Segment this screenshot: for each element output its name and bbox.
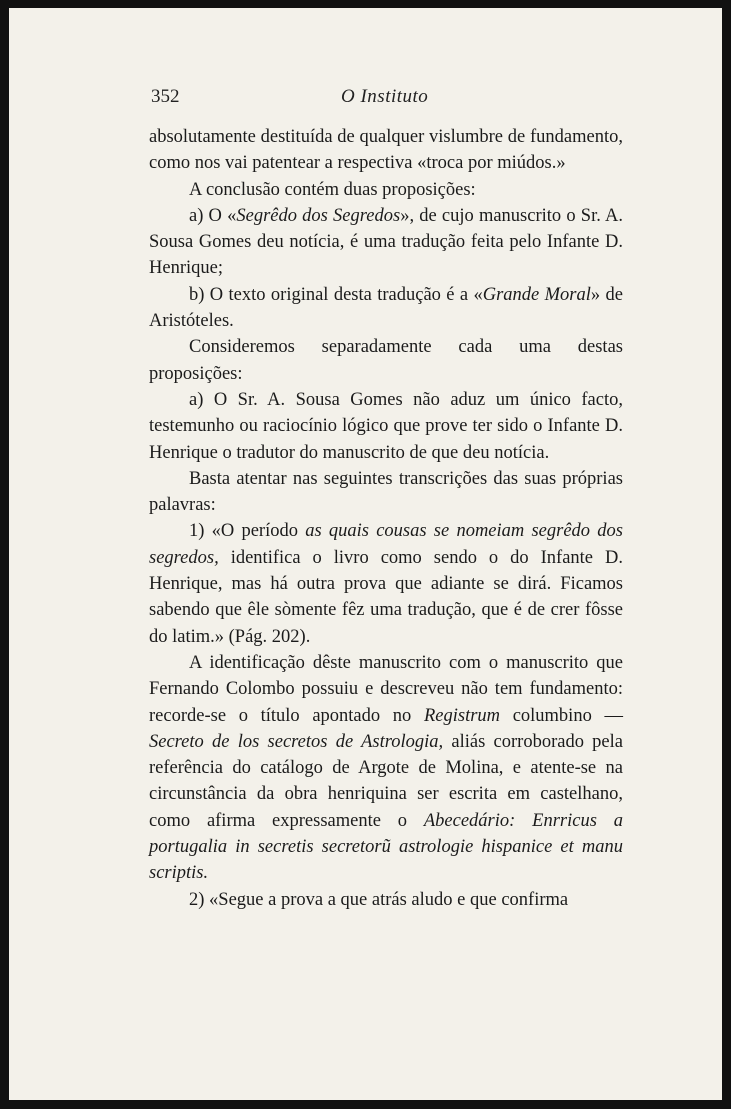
text-run: aliás corroborado pela referência do catálogo de Argote de Molina, e atente-se na circunstância da obra henriquina ser escrita em castelhano, como afirma expressamente o: [149, 731, 623, 831]
text-run: a) O «: [189, 205, 237, 226]
text-run: columbino —: [500, 705, 623, 726]
italic-run: Segrêdo dos Segredos: [236, 205, 401, 226]
italic-run: Grande Moral: [482, 284, 591, 305]
text-run: Basta atentar nas seguintes transcrições das suas próprias palavras:: [149, 468, 623, 516]
paragraph-p3: [149, 203, 623, 282]
text-run: A identificação dêste manuscrito com o manuscrito que Fernando Colombo possuiu e descreveu não tem fundamento: recorde-se o título apontado no: [149, 652, 623, 726]
body-text: [149, 124, 623, 913]
paragraph-p10: [149, 887, 623, 913]
paragraph-p9: [149, 650, 623, 887]
page-header: [9, 86, 722, 110]
text-run: 2) «Segue a prova a que atrás aludo e que confirma: [189, 889, 569, 910]
italic-run: Secreto de los secretos de Astrologia,: [149, 731, 444, 752]
book-page: [9, 8, 722, 1100]
paragraph-p5: [149, 334, 623, 387]
text-run: A conclusão contém duas proposições:: [189, 179, 476, 200]
text-run: » de Aristóteles.: [149, 284, 623, 332]
text-run: », de cujo manuscrito o Sr. A. Sousa Gomes deu notícia, é uma tradução feita pelo Infante D. Henrique;: [149, 205, 623, 279]
text-run: Consideremos separadamente cada uma destas proposições:: [149, 337, 623, 384]
italic-run: Registrum: [423, 705, 501, 726]
text-run: a) O Sr. A. Sousa Gomes não aduz um único facto, testemunho ou raciocínio lógico que prove ter sido o Infante D. Henrique o tradutor do manuscrito de que deu notícia.: [149, 389, 623, 463]
paragraph-p6: [149, 387, 623, 466]
page-number: 352: [151, 86, 180, 107]
italic-run: Abecedário: Enrricus a portugalia in secretis secretorũ astrologie hispanice et manu scriptis.: [149, 810, 623, 884]
paragraph-p7: [149, 466, 623, 519]
text-run: b) O texto original desta tradução é a «: [189, 284, 483, 305]
running-title: O Instituto: [341, 86, 429, 107]
text-run: identifica o livro como sendo o do Infante D. Henrique, mas há outra prova que adiante se dirá. Ficamos sabendo que êle sòmente fêz uma tradução, que é de crer fôsse do latim.» (Pág. 202).: [149, 547, 623, 647]
italic-run: as quais cousas se nomeiam segrêdo dos segredos,: [149, 521, 623, 568]
text-run: absolutamente destituída de qualquer vislumbre de fundamento, como nos vai patentear a respectiva «troca por miúdos.»: [149, 127, 623, 174]
paragraph-p4: [149, 282, 623, 335]
paragraph-p2: [149, 177, 623, 203]
paragraph-p8: [149, 518, 623, 649]
paragraph-p1: [149, 124, 623, 177]
text-run: 1) «O período: [189, 521, 306, 542]
